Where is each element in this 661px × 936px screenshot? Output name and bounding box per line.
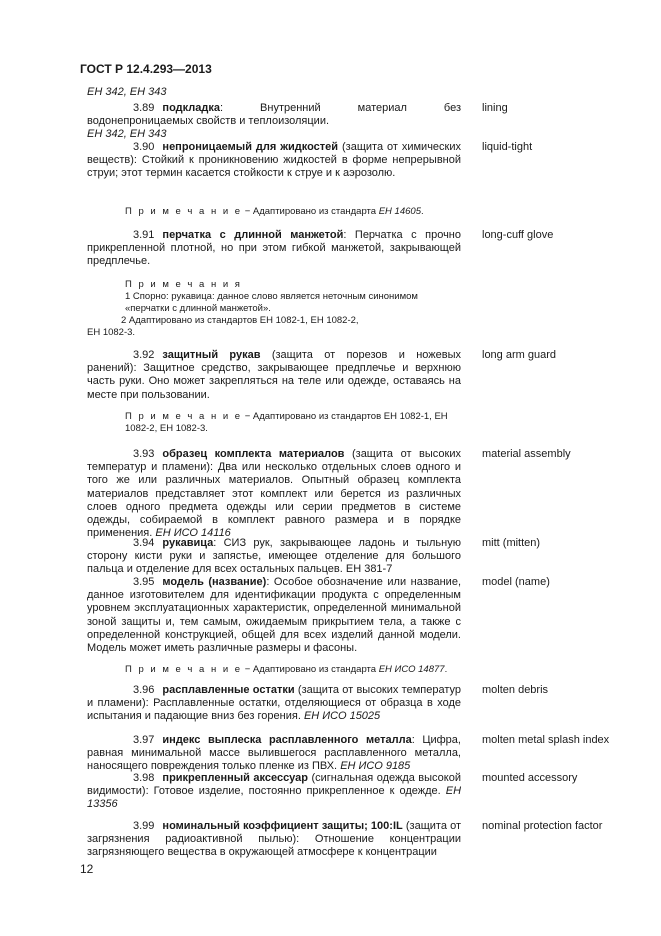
note-3: П р и м е ч а н и е − Адаптировано из стандартов ЕН 1082-1, ЕН 1082-2, ЕН 1082-3. (125, 411, 448, 434)
english-term: molten metal splash index (482, 734, 610, 746)
english-term: material assembly (482, 448, 571, 460)
note-2: П р и м е ч а н и я 1 Спорно: рукавица: данное слово является неточным синонимом «перчатки с длинной манжетой». 2 Адаптировано из стандартов ЕН 1082-1, ЕН 1082-2, ЕН 1082-3. (87, 279, 418, 338)
note-4: П р и м е ч а н и е − Адаптировано из стандарта ЕН ИСО 14877. (125, 664, 448, 675)
term-entry-3-99: 3.99 номинальный коэффициент защиты; 100:IL (защита от загрязнения радиоактивной пылью): Отношение концентрации загрязняющего вещества в окружающей атмосфере к концентрации (87, 820, 462, 859)
english-term: long arm guard (482, 349, 556, 361)
term-entry-3-95: 3.95 модель (название): Особое обозначение или название, данное изготовителем для идентификации продукта с определенным уровнем эксплуатационных характеристик, определенной минимальной зоной защиты и, тем самым, ожидаемым прикрытием тела, а также с определенной конструкцией, общей для всех изделий данной модели. Модель может иметь различные размеры и фасоны. (87, 576, 461, 655)
english-term: model (name) (482, 576, 550, 588)
note-1: П р и м е ч а н и е − Адаптировано из стандарта ЕН 14605. (125, 206, 424, 217)
english-term: lining (482, 102, 508, 114)
term-entry-3-93: 3.93 образец комплекта материалов (защита от высоких температур и пламени): Два или несколько отдельных слоев одного и того же или различных материалов. Опытный образец комплекта материалов представляет этот комплект или берется из различных слоев одного предмета одежды или серии предметов в системе одежды, собираемой в комплект равного размера и в порядке применения. ЕН ИСО 14116 (87, 448, 461, 540)
term-entry-3-97: 3.97 индекс выплеска расплавленного металла: Цифра, равная минимальной массе вылившегося расплавленного металла, наносящего повреждения только пленке из ПВХ. ЕН ИСО 9185 (87, 734, 461, 773)
term-entry-3-96: 3.96 расплавленные остатки (защита от высоких температур и пламени): Расплавленные остатки, отделяющиеся от образца в ходе испытания и падающие вниз без горения. ЕН ИСО 15025 (87, 684, 461, 723)
english-term: nominal protection factor (482, 820, 603, 832)
page-number: 12 (80, 862, 94, 876)
reference: ЕН 342, ЕН 343 (87, 86, 167, 98)
term-entry-3-94: 3.94 рукавица: СИЗ рук, закрывающее ладонь и тыльную сторону кисти руки и запястье, имеющее отделение для большого пальца и отделение для всех остальных пальцев. ЕН 381-7 (87, 537, 461, 576)
term-entry-3-92: 3.92 защитный рукав (защита от порезов и ножевых ранений): Защитное средство, закрывающее предплечье и верхнюю часть руки. Оно может закрепляться на теле или одежде, оставаясь на месте при пользовании. (87, 349, 461, 401)
term-entry-3-98: 3.98 прикрепленный аксессуар (сигнальная одежда высокой видимости): Готовое изделие, постоянно прикрепленное к одежде. ЕН 13356 (87, 772, 462, 811)
english-term: mitt (mitten) (482, 537, 541, 549)
term-entry-3-89: 3.89 подкладка: Внутренний материал без водонепроницаемых свойств и теплоизоляции. ЕН 342, ЕН 343 (87, 102, 461, 141)
reference: ЕН 342, ЕН 343 (87, 128, 167, 141)
english-term: liquid-tight (482, 141, 533, 153)
english-term: long-cuff glove (482, 229, 554, 241)
term-entry-3-91: 3.91 перчатка с длинной манжетой: Перчатка с прочно прикрепленной плотной, но при этом гибкой манжетой, закрывающей предплечье. (87, 229, 461, 268)
english-term: molten debris (482, 684, 549, 696)
english-term: mounted accessory (482, 772, 578, 784)
document-header: ГОСТ Р 12.4.293—2013 (80, 62, 212, 76)
term-entry-3-90: 3.90 непроницаемый для жидкостей (защита от химических веществ): Стойкий к проникновению жидкостей в форме непрерывной струи; этот термин касается стойкости к струе и к аэрозолю. (87, 141, 461, 180)
